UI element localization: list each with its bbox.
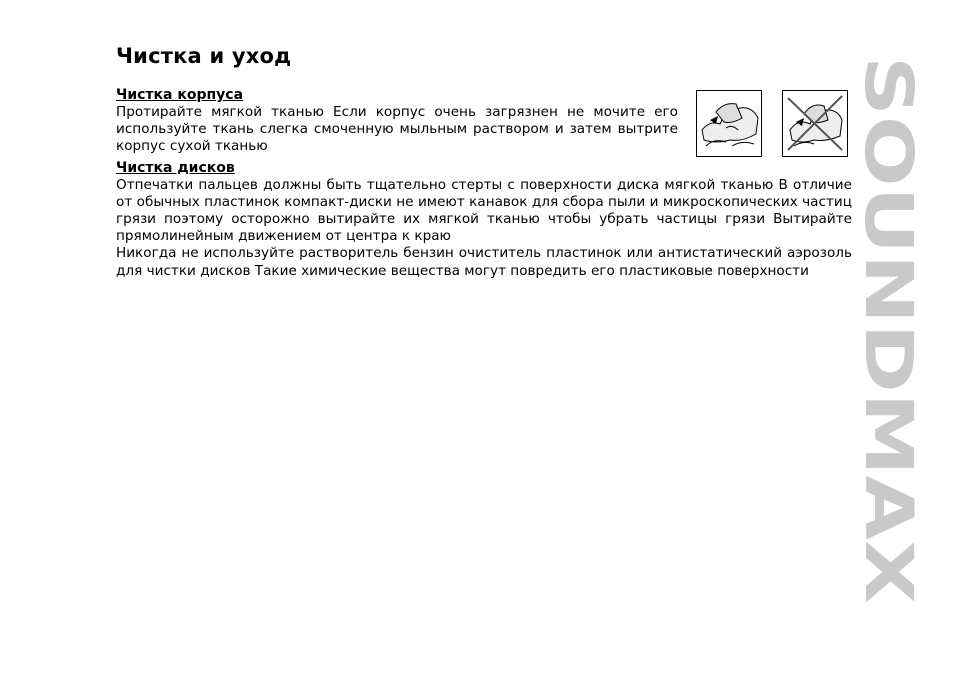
manual-page — [116, 44, 852, 280]
incorrect-wipe-illustration — [782, 90, 848, 157]
case-cleaning-text: Протирайте мягкой тканью Если корпус очень загрязнен не мочите его используйте ткань слегка смоченную мыльным раствором и затем вытрите корпус сухой тканью — [116, 104, 678, 155]
section-heading-case-cleaning: Чистка корпуса — [116, 87, 244, 103]
page-title: Чистка и уход — [116, 44, 292, 68]
cleaning-illustrations — [696, 90, 848, 158]
brand-watermark — [850, 56, 927, 604]
correct-wipe-illustration — [696, 90, 762, 157]
disc-cleaning-text-2: Никогда не используйте растворитель бензин очиститель пластинок или антистатический аэрозоль для чистки дисков Такие химические вещества могут повредить его пластиковые поверхности — [116, 245, 852, 279]
disc-cleaning-text-1: Отпечатки пальцев должны быть тщательно стерты с поверхности диска мягкой тканью В отличие от обычных пластинок компакт-диски не имеют канавок для сбора пыли и микроскопических частиц грязи поэтому осторожно вытирайте их мягкой тканью чтобы убрать частицы грязи Вытирайте прямолинейным движением от центра к краю — [116, 176, 852, 245]
section-heading-disc-cleaning: Чистка дисков — [116, 159, 235, 176]
brand-logo-text: SOUNDMAX — [850, 56, 927, 491]
